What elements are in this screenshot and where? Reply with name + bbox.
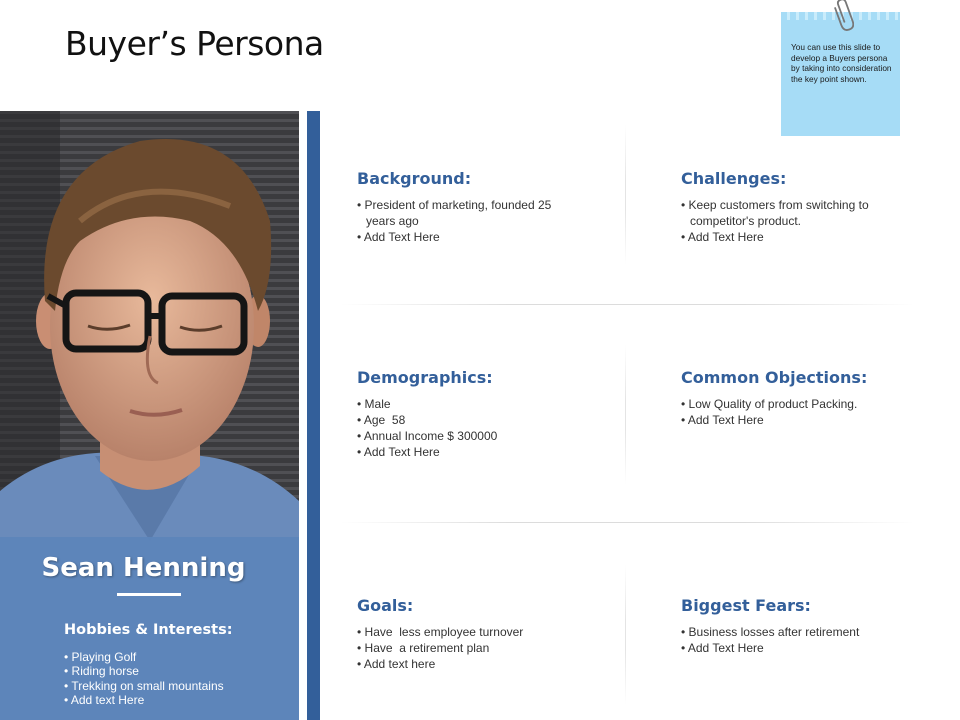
hobby-item: • Riding horse [64,664,224,678]
section-list [357,624,597,672]
list-item: • Keep customers from switching to competitor's product. [681,197,886,229]
column-divider [625,125,626,265]
sticky-note-text: You can use this slide to develop a Buyers persona by taking into consideration the key point shown. [791,42,892,85]
section-title: Biggest Fears: [681,596,811,615]
section-background [357,169,597,245]
section-title: Goals: [357,596,414,615]
section-goals [357,596,597,672]
hobby-item: • Add text Here [64,693,224,707]
section-biggest-fears [681,596,921,656]
list-item: • Male [357,396,597,412]
list-item: • Add Text Here [681,229,921,245]
persona-name: Sean Henning [41,553,246,583]
name-underline [117,593,181,596]
section-challenges [681,169,921,245]
section-title: Challenges: [681,169,787,188]
section-title: Demographics: [357,368,493,387]
list-item: • Business losses after retirement [681,624,921,640]
list-item: • Add Text Here [357,229,597,245]
section-list [681,624,921,656]
list-item: • Low Quality of product Packing. [681,396,921,412]
accent-bar [307,111,320,720]
list-item: • President of marketing, founded 25 years ago [357,197,567,229]
section-title: Common Objections: [681,368,868,387]
row-divider [340,304,915,305]
section-list [357,197,597,245]
column-divider [625,565,626,705]
paperclip-icon [832,0,854,36]
section-demographics [357,368,597,460]
hobby-item: • Playing Golf [64,650,224,664]
column-divider [625,345,626,485]
section-common-objections [681,368,921,428]
section-list [681,197,921,245]
hobbies-title: Hobbies & Interests: [64,622,233,638]
hobby-item: • Trekking on small mountains [64,679,224,693]
list-item: • Add text here [357,656,597,672]
row-divider [340,522,915,523]
list-item: • Add Text Here [357,444,597,460]
list-item: • Add Text Here [681,640,921,656]
list-item: • Add Text Here [681,412,921,428]
list-item: • Annual Income $ 300000 [357,428,597,444]
page-title: Buyer’s Persona [65,24,324,63]
list-item: • Have a retirement plan [357,640,597,656]
list-item: • Age 58 [357,412,597,428]
list-item: • Have less employee turnover [357,624,597,640]
persona-name-panel [0,537,299,720]
section-list [357,396,597,460]
section-list [681,396,921,428]
hobbies-list [64,650,224,707]
section-title: Background: [357,169,472,188]
